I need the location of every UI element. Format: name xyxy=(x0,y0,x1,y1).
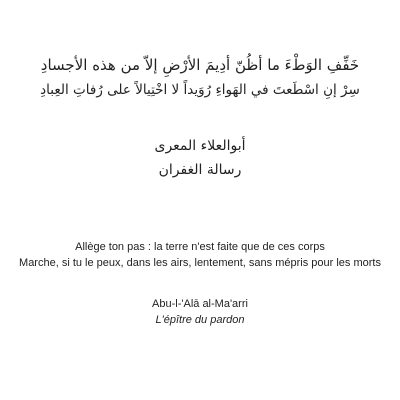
french-verse-line-1: Allège ton pas : la terre n'est faite que de ces corps xyxy=(75,241,325,253)
arabic-verse-line-1: خَفِّفِ الوَطْءَ ما أظُنّ أدِيمَ الأرْضِ إلاّ من هذه الأجسادِ xyxy=(40,56,360,74)
latin-author-name: Abu-l-'Alā al-Ma'arri xyxy=(152,298,248,310)
latin-work-title: L'épître du pardon xyxy=(155,314,245,326)
arabic-verse-line-2: سِرْ إنِ اسْطَعتَ في الهَواءِ رُوَيداً لا اخْتِيالاً على رُفاتِ العِبادِ xyxy=(40,82,360,98)
arabic-author-name: أبوالعلاء المعرى xyxy=(154,138,246,154)
arabic-work-title: رسالة الغفران xyxy=(158,162,242,178)
french-verse-line-2: Marche, si tu le peux, dans les airs, lentement, sans mépris pour les morts xyxy=(19,257,381,269)
